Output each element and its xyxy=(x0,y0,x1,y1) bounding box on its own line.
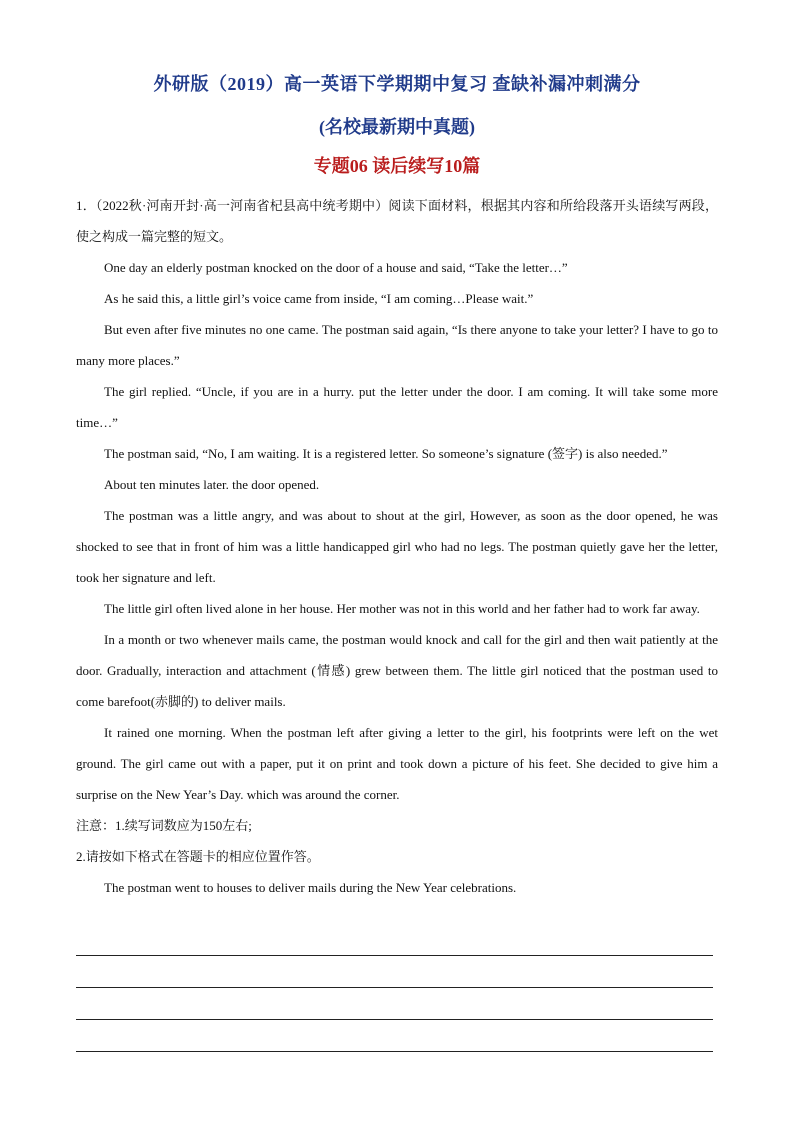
answer-line xyxy=(76,1051,713,1052)
document-title: 外研版（2019）高一英语下学期期中复习 查缺补漏冲刺满分 xyxy=(153,74,641,94)
answer-line xyxy=(76,1019,713,1020)
note-format: 2.请按如下格式在答题卡的相应位置作答。 xyxy=(76,849,320,864)
question-body xyxy=(76,190,718,903)
passage-paragraph: As he said this, a little girl’s voice came from inside, “I am coming…Please wait.” xyxy=(104,291,534,306)
answer-line xyxy=(76,987,713,988)
passage-paragraph: The little girl often lived alone in her house. Her mother was not in this world and her father had to work far away. xyxy=(104,601,700,616)
passage-paragraph: The postman was a little angry, and was about to shout at the girl, However, as soon as the door opened, he was shocked to see that in front of him was a little handicapped girl who had no legs. The postman quietly gave her the letter, took her signature and left. xyxy=(76,508,718,585)
continuation-opening-line: The postman went to houses to deliver mails during the New Year celebrations. xyxy=(104,880,517,895)
question-prompt: 1．（2022秋·河南开封·高一河南省杞县高中统考期中）阅读下面材料，根据其内容和所给段落开头语续写两段，使之构成一篇完整的短文。 xyxy=(76,198,718,244)
note-word-count: 注意：1.续写词数应为150左右; xyxy=(76,818,252,833)
answer-line xyxy=(76,955,713,956)
answer-lines xyxy=(76,955,713,1083)
topic-title: 专题06 读后续写10篇 xyxy=(313,156,481,176)
passage-paragraph: It rained one morning. When the postman left after giving a letter to the girl, his footprints were left on the wet ground. The girl came out with a paper, put it on print and took down a picture of his feet. She decided to give him a surprise on the New Year’s Day. which was around the corner. xyxy=(76,725,718,802)
passage-paragraph: In a month or two whenever mails came, the postman would knock and call for the girl and then wait patiently at the door. Gradually, interaction and attachment (情感) grew between them. The little girl noticed that the postman used to come barefoot(赤脚的) to deliver mails. xyxy=(76,632,718,709)
passage-paragraph: One day an elderly postman knocked on the door of a house and said, “Take the letter…” xyxy=(104,260,568,275)
passage-paragraph: About ten minutes later. the door opened. xyxy=(104,477,320,492)
document-subtitle: (名校最新期中真题) xyxy=(319,117,475,137)
passage-paragraph: But even after five minutes no one came. The postman said again, “Is there anyone to take your letter? I have to go to many more places.” xyxy=(76,322,718,368)
passage-paragraph: The postman said, “No, I am waiting. It is a registered letter. So someone’s signature (签字) is also needed.” xyxy=(104,446,668,461)
passage-paragraph: The girl replied. “Uncle, if you are in a hurry. put the letter under the door. I am coming. It will take some more time…” xyxy=(76,384,718,430)
